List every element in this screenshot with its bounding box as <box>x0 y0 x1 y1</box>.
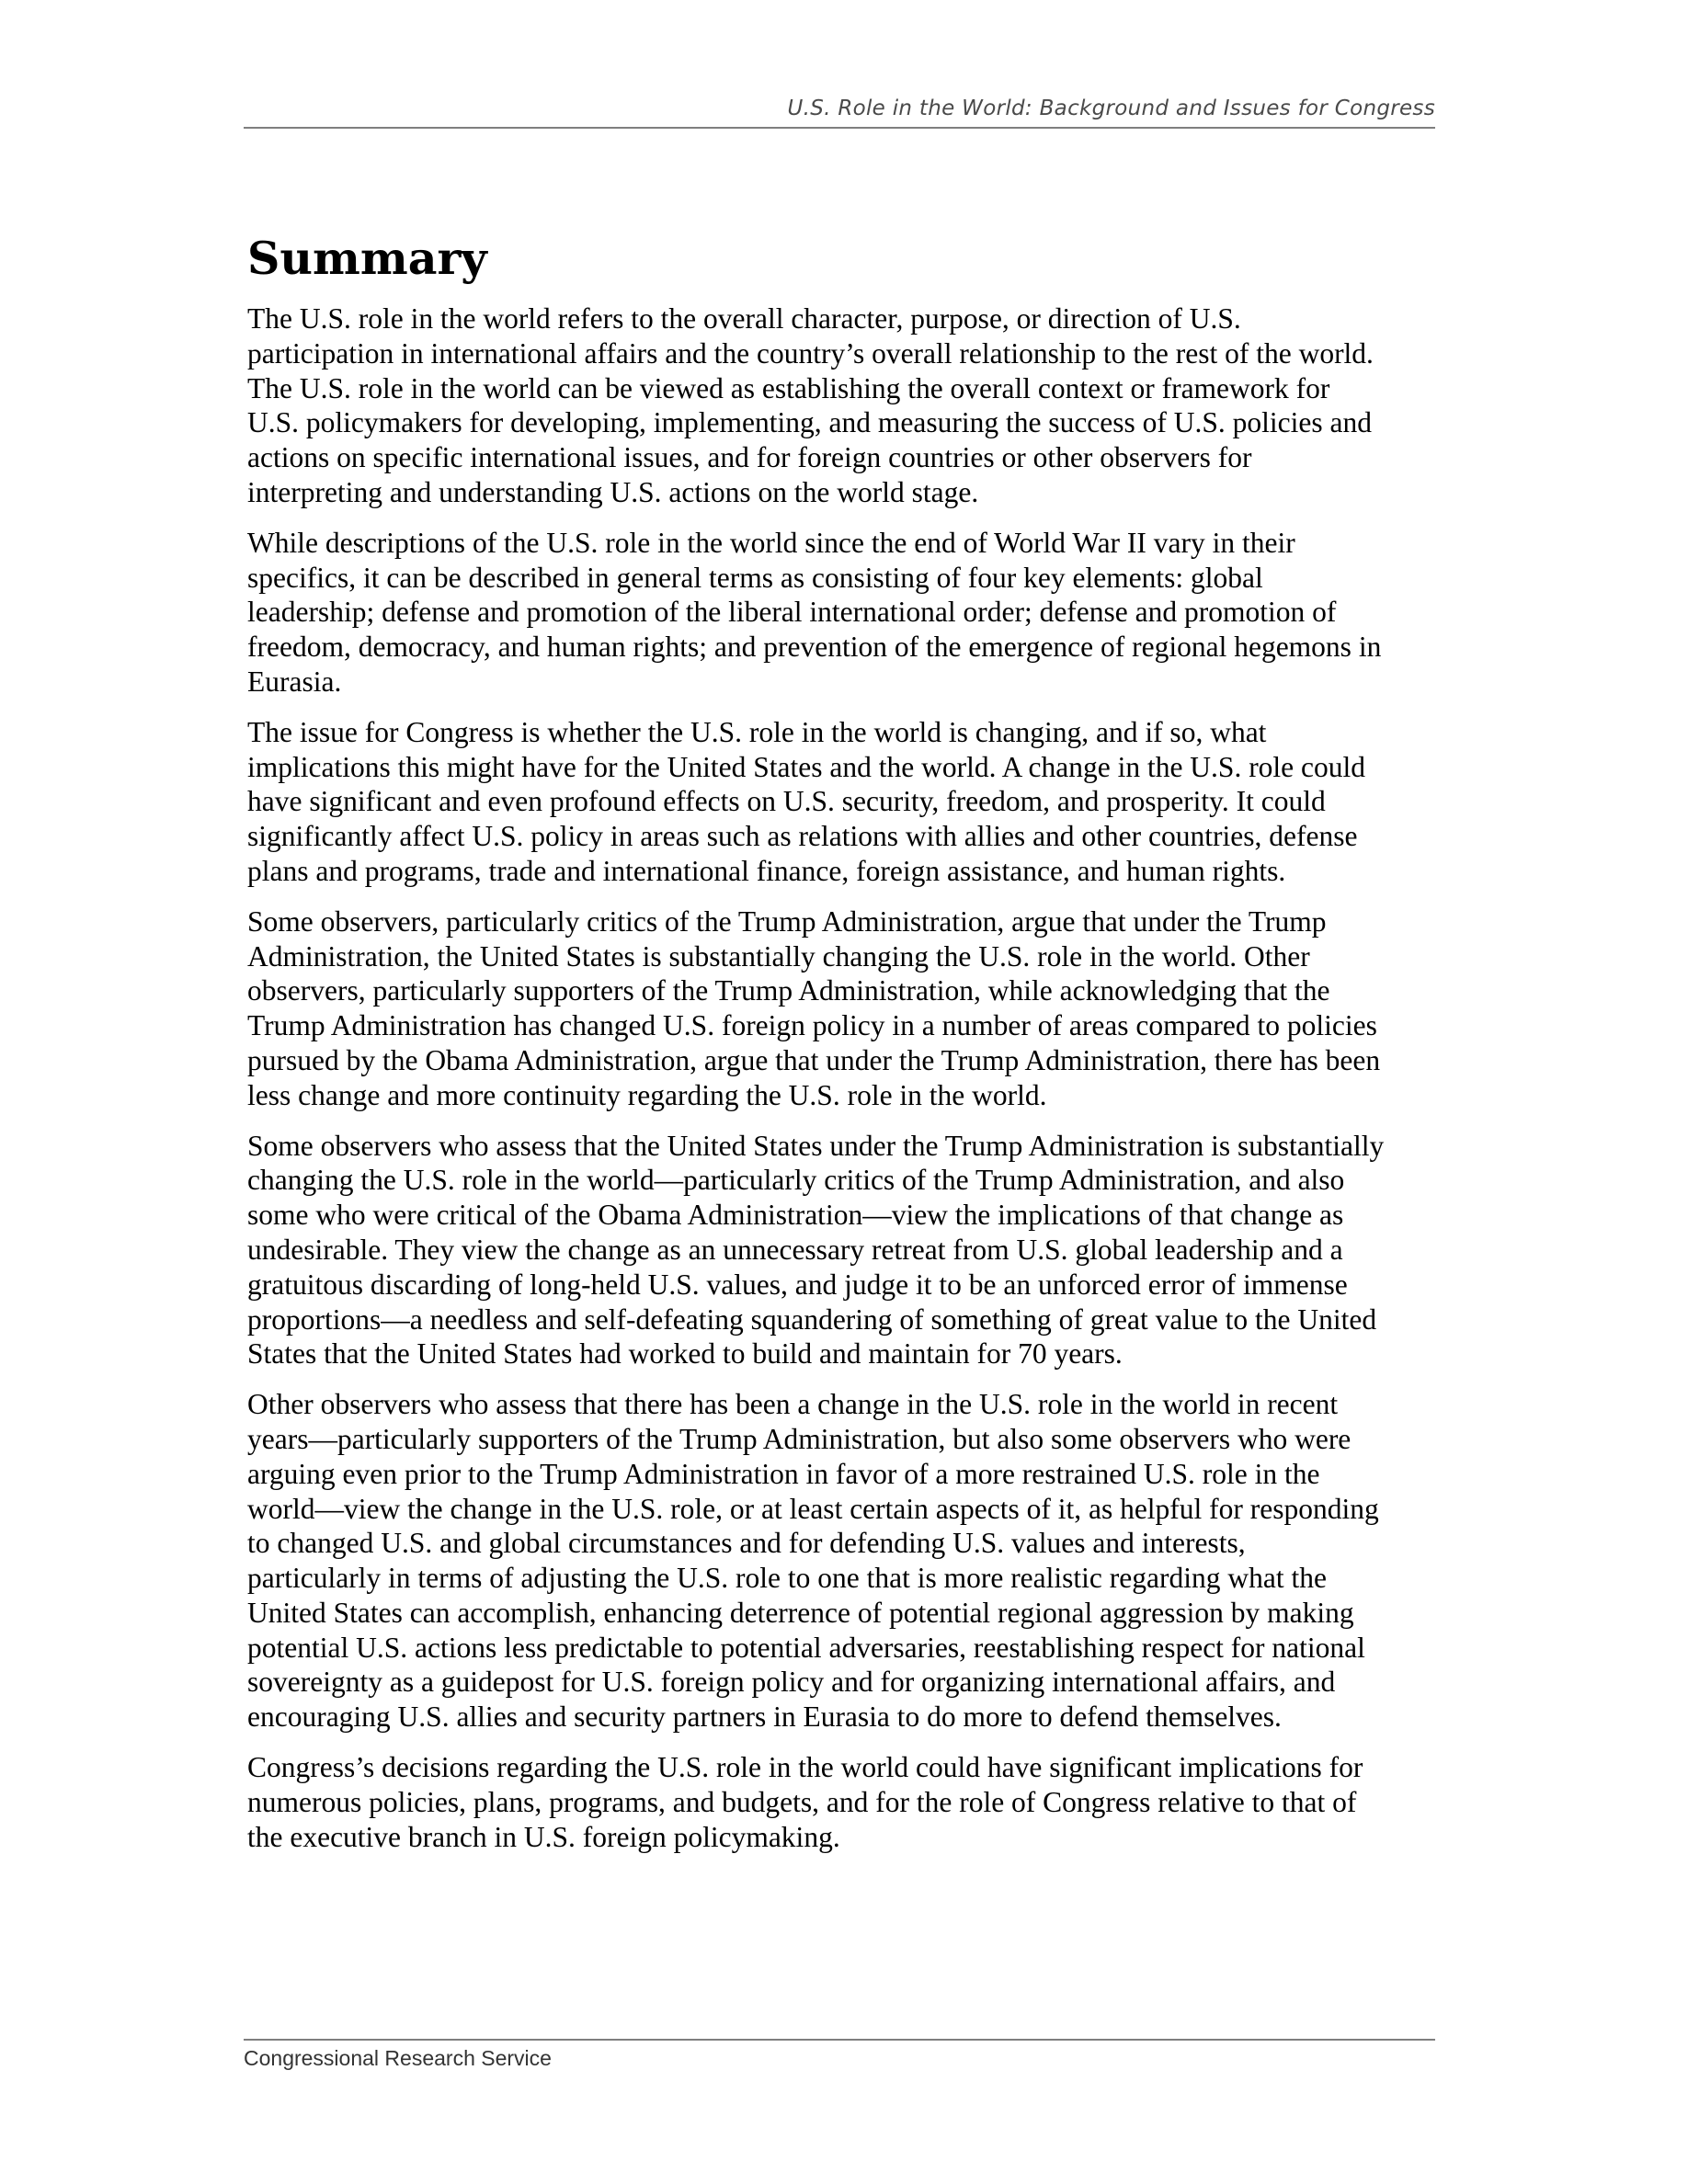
text-line: numerous policies, plans, programs, and budgets, and for the role of Congress relative to that of <box>247 1785 1357 1818</box>
text-line: pursued by the Obama Administration, argue that under the Trump Administration, there has been <box>247 1043 1381 1076</box>
text-line: some who were critical of the Obama Administration—view the implications of that change as <box>247 1199 1344 1232</box>
text-line: particularly in terms of adjusting the U.S. role to one that is more realistic regarding what the <box>247 1562 1327 1595</box>
text-line: plans and programs, trade and international finance, foreign assistance, and human rights. <box>247 854 1286 887</box>
text-line: While descriptions of the U.S. role in the world since the end of World War II vary in their <box>247 526 1295 559</box>
text-line: sovereignty as a guidepost for U.S. foreign policy and for organizing international affairs, and <box>247 1666 1336 1699</box>
text-line: The issue for Congress is whether the U.S. role in the world is changing, and if so, what <box>247 715 1267 748</box>
text-line: Some observers who assess that the United States under the Trump Administration is substantially <box>247 1129 1385 1162</box>
text-line: Some observers, particularly critics of the Trump Administration, argue that under the Trump <box>247 904 1327 938</box>
text-line: freedom, democracy, and human rights; and prevention of the emergence of regional hegemons in <box>247 631 1382 664</box>
text-line: States that the United States had worked to build and maintain for 70 years. <box>247 1337 1123 1371</box>
text-line: leadership; defense and promotion of the liberal international order; defense and promotion of <box>247 596 1337 629</box>
text-line: Other observers who assess that there has been a change in the U.S. role in the world in recent <box>247 1388 1339 1421</box>
text-line: arguing even prior to the Trump Administration in favor of a more restrained U.S. role in the <box>247 1457 1320 1490</box>
text-line: undesirable. They view the change as an unnecessary retreat from U.S. global leadership and a <box>247 1233 1343 1266</box>
text-line: The U.S. role in the world can be viewed as establishing the overall context or framework for <box>247 371 1330 404</box>
text-line: Administration, the United States is substantially changing the U.S. role in the world. Other <box>247 939 1310 973</box>
text-line: years—particularly supporters of the Trump Administration, but also some observers who were <box>247 1422 1352 1455</box>
text-line: specifics, it can be described in general terms as consisting of four key elements: global <box>247 561 1263 594</box>
text-line: proportions—a needless and self-defeating squandering of something of great value to the United <box>247 1302 1377 1336</box>
text-line: interpreting and understanding U.S. actions on the world stage. <box>247 475 979 508</box>
summary-section <box>247 228 1443 1870</box>
text-line: significantly affect U.S. policy in areas such as relations with allies and other countries, defense <box>247 820 1358 853</box>
summary-paragraph-4 <box>247 904 1443 1113</box>
text-line: world—view the change in the U.S. role, or at least certain aspects of it, as helpful for responding <box>247 1492 1379 1525</box>
summary-paragraph-7 <box>247 1750 1443 1854</box>
text-line: participation in international affairs and the country’s overall relationship to the rest of the world. <box>247 336 1374 370</box>
text-line: Congress’s decisions regarding the U.S. role in the world could have significant implications for <box>247 1751 1363 1784</box>
text-line: United States can accomplish, enhancing deterrence of potential regional aggression by making <box>247 1596 1354 1629</box>
text-line: potential U.S. actions less predictable to potential adversaries, reestablishing respect for national <box>247 1631 1365 1664</box>
text-line: gratuitous discarding of long-held U.S. values, and judge it to be an unforced error of immense <box>247 1268 1348 1301</box>
text-line: the executive branch in U.S. foreign policymaking. <box>247 1820 840 1853</box>
text-line: changing the U.S. role in the world—particularly critics of the Trump Administration, and also <box>247 1164 1345 1197</box>
summary-paragraph-6 <box>247 1387 1443 1735</box>
summary-paragraph-1 <box>247 301 1443 510</box>
footer-organization: Congressional Research Service <box>244 2046 552 2070</box>
text-line: implications this might have for the United States and the world. A change in the U.S. role could <box>247 750 1366 783</box>
running-header <box>244 97 1435 129</box>
text-line: observers, particularly supporters of the Trump Administration, while acknowledging that the <box>247 974 1330 1007</box>
summary-paragraph-5 <box>247 1129 1443 1372</box>
text-line: to changed U.S. and global circumstances and for defending U.S. values and interests, <box>247 1527 1246 1560</box>
summary-paragraph-2 <box>247 526 1443 700</box>
text-line: actions on specific international issues, and for foreign countries or other observers for <box>247 441 1252 474</box>
text-line: U.S. policymakers for developing, implementing, and measuring the success of U.S. policies and <box>247 406 1372 439</box>
summary-paragraph-3 <box>247 715 1443 889</box>
text-line: Trump Administration has changed U.S. foreign policy in a number of areas compared to policies <box>247 1009 1377 1042</box>
section-heading: Summary <box>247 232 487 285</box>
running-footer <box>244 2039 1435 2072</box>
text-line: encouraging U.S. allies and security partners in Eurasia to do more to defend themselves. <box>247 1701 1282 1734</box>
running-header-title: U.S. Role in the World: Background and Issues for Congress <box>787 97 1435 120</box>
text-line: have significant and even profound effects on U.S. security, freedom, and prosperity. It could <box>247 785 1326 818</box>
text-line: The U.S. role in the world refers to the overall character, purpose, or direction of U.S. <box>247 302 1241 335</box>
text-line: Eurasia. <box>247 665 342 698</box>
text-line: less change and more continuity regarding the U.S. role in the world. <box>247 1078 1047 1111</box>
